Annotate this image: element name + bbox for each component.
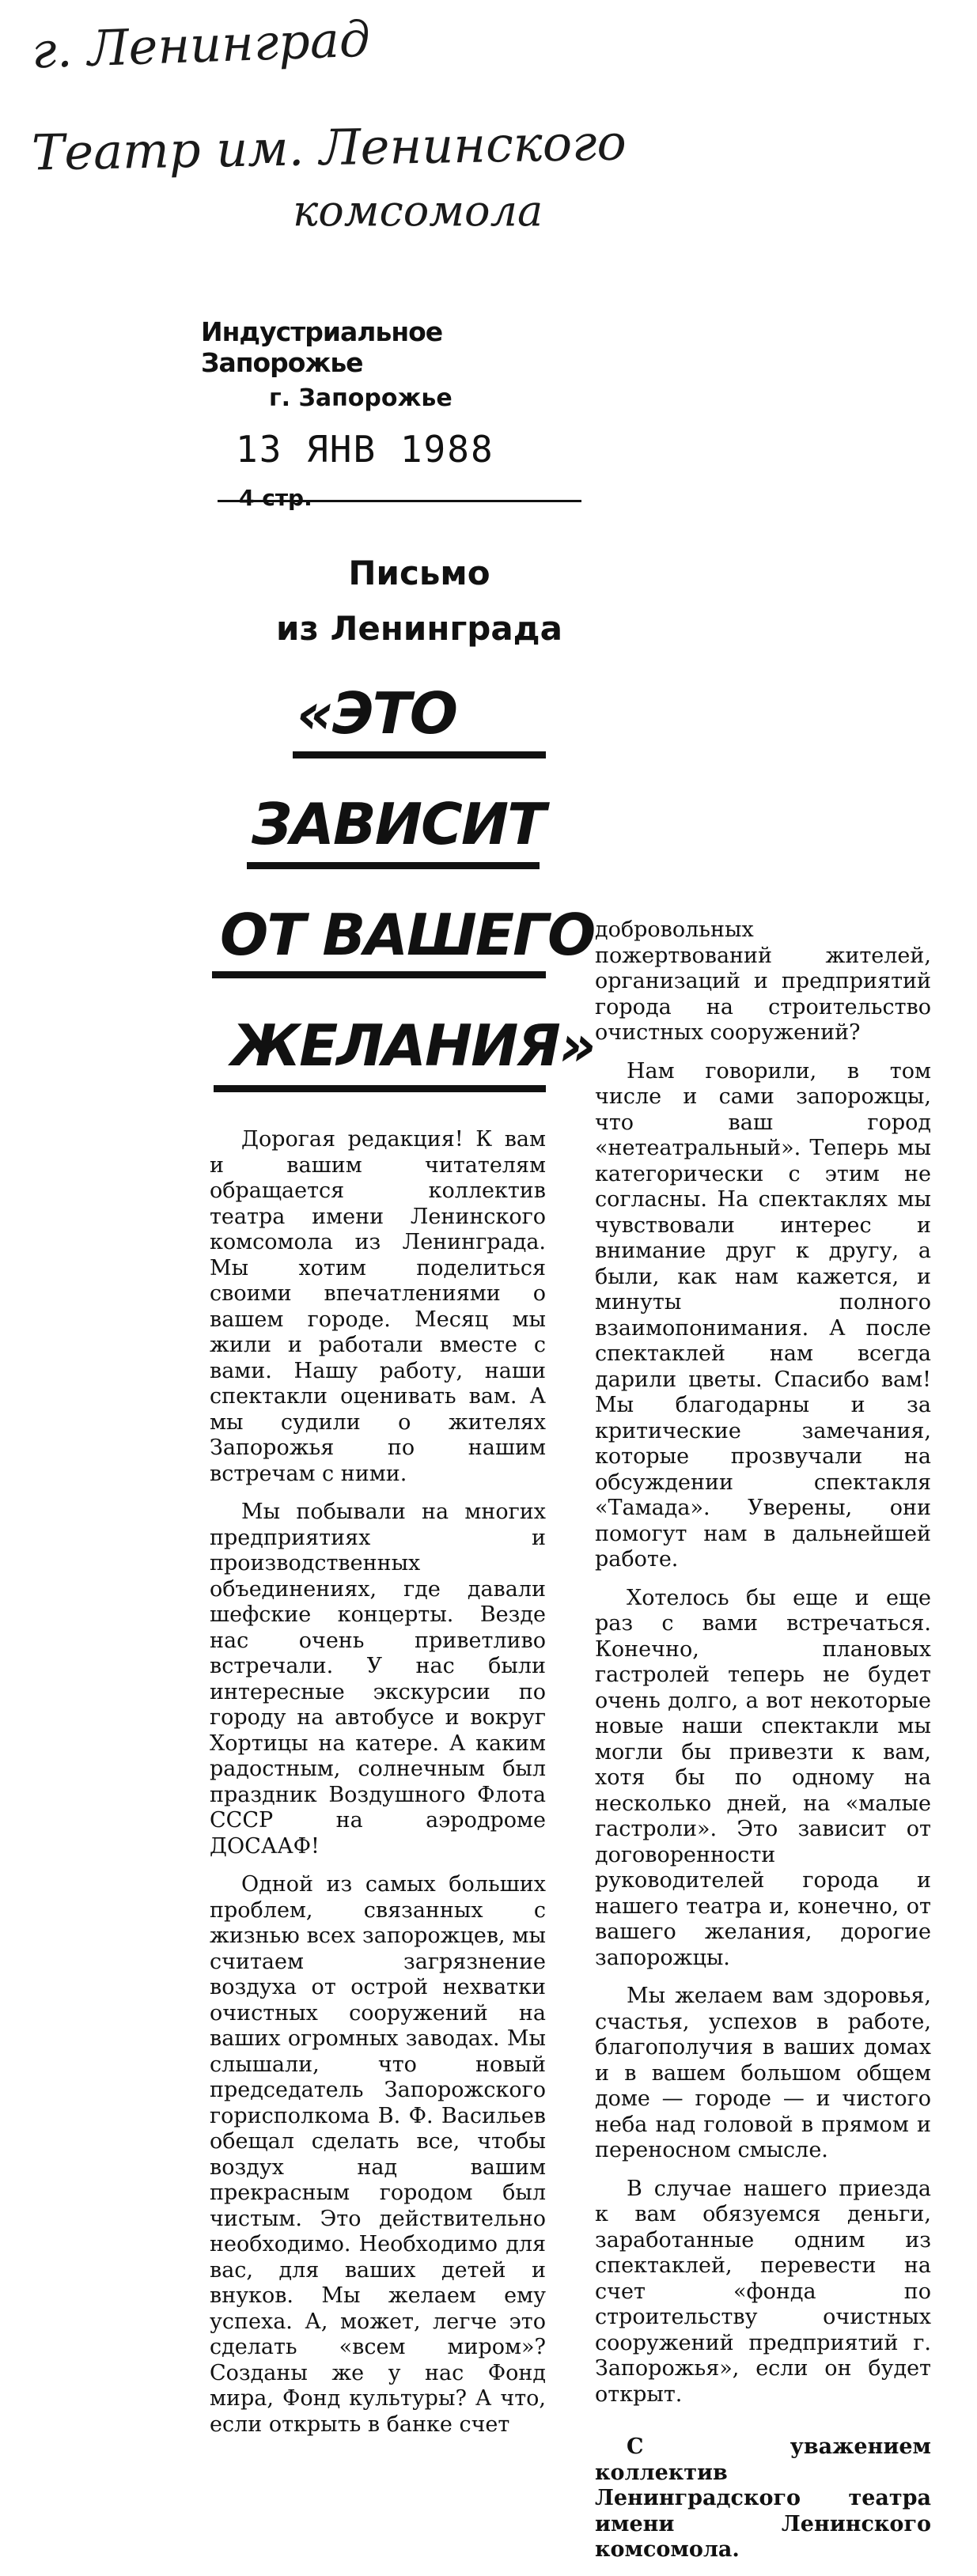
paragraph: Дорогая редакция! К вам и вашим читателям обращается коллектив театра имени Ленинского комсомола из Ленинграда. Мы хотим поделиться своими впечатлениями о вашем городе. Месяц мы жили и работали вместе с вами. Нашу работу, наши спектакли оценивать вам. А мы судили о жителях Запорожья по нашим встречам с ними. <box>210 1127 546 1486</box>
newspaper-masthead <box>182 316 577 511</box>
paragraph: Нам говорили, в том числе и сами запорожцы, что ваш город «нетеатральный». Теперь мы категорически с этим не согласны. На спектаклях мы чувствовали интерес и внимание друг к другу, а были, как нам кажется, и минуты полного взаимопонимания. А после спектаклей нам всегда дарили цветы. Спасибо вам! Мы благодарны и за критические замечания, которые прозвучали на обсуждении спектакля «Тамада». Уверены, они помогут нам в дальнейшей работе. <box>595 1058 931 1572</box>
handwritten-note-theatre: Театр им. Ленинского <box>31 113 627 182</box>
paragraph: Мы побывали на многих предприятиях и производственных объединениях, где давали шефские концерты. Везде нас очень приветливо встречали. У нас были интересные экскурсии по городу на автобусе и вокруг Хортицы на катере. А каким радостным, солнечным был праздник Воздушного Флота СССР на аэродроме ДОСААФ! <box>210 1500 546 1859</box>
masthead-divider <box>218 500 581 502</box>
paragraph: Мы желаем вам здоровья, счастья, успехов в работе, благополучия в ваших домах и в вашем большом общем доме — городе — и чистого неба над головой в прямом и переносном смысле. <box>595 1984 931 2162</box>
paragraph: Хотелось бы еще и еще раз с вами встречаться. Конечно, плановых гастролей теперь не будет очень долго, а вот некоторые новые наши спектакли мы могли бы привезти к вам, хотя бы по одному на несколько дней, на «малые гастроли». Это зависит от договоренности руководителей города и нашего театра и, конечно, от вашего желания, дорогие запорожцы. <box>595 1585 931 1970</box>
clipping-date-stamp: 13 ЯНВ 1988 <box>236 428 494 471</box>
paragraph: В случае нашего приезда к вам обязуемся деньги, заработанные одним из спектаклей, перевести на счет «фонда по строительству очистных сооружений предприятий г. Запорожья», если он будет открыт. <box>595 2176 931 2407</box>
headline-rule <box>214 1085 546 1092</box>
paragraph: добровольных пожертвований жителей, организаций и предприятий города на строительство очистных сооружений? <box>595 917 931 1045</box>
headline-line-4: ЖЕЛАНИЯ» <box>231 1012 595 1079</box>
handwritten-note-komsomol: комсомола <box>293 186 543 236</box>
signature: С уважением коллектив Ленинградского театра имени Ленинского комсомола. <box>595 2434 931 2562</box>
paragraph: Одной из самых больших проблем, связанных с жизнью всех запорожцев, мы считаем загрязнение воздуха от острой нехватки очистных сооружений на ваших огромных заводах. Мы слышали, что новый председатель Запорожского горисполкома В. Ф. Васильев обещал сделать все, чтобы воздух над вашим прекрасным городом был чистым. Это действительно необходимо. Необходимо для вас, для ваших детей и внуков. Мы желаем ему успеха. А, может, легче это сделать «всем миром»? Созданы же у нас Фонд мира, Фонд культуры? А что, если открыть в банке счет <box>210 1872 546 2437</box>
kicker-letter: Письмо <box>348 554 490 592</box>
headline-rule <box>293 751 546 758</box>
headline-line-3: ОТ ВАШЕГО <box>220 902 595 968</box>
newspaper-name: Индустриальное Запорожье <box>201 316 443 378</box>
newspaper-city: г. Запорожье <box>269 384 453 412</box>
headline-rule <box>247 862 540 869</box>
headline-line-2: ЗАВИСИТ <box>252 791 545 857</box>
kicker-from-leningrad: из Ленинграда <box>276 609 562 648</box>
article-right-column <box>595 917 931 2576</box>
headline-line-1: «ЭТО <box>297 680 456 747</box>
handwritten-note-city: г. Ленинград <box>30 9 372 80</box>
page-number: 4 стр. <box>239 485 312 511</box>
headline-rule <box>212 971 546 978</box>
article-left-column <box>210 1127 546 2450</box>
